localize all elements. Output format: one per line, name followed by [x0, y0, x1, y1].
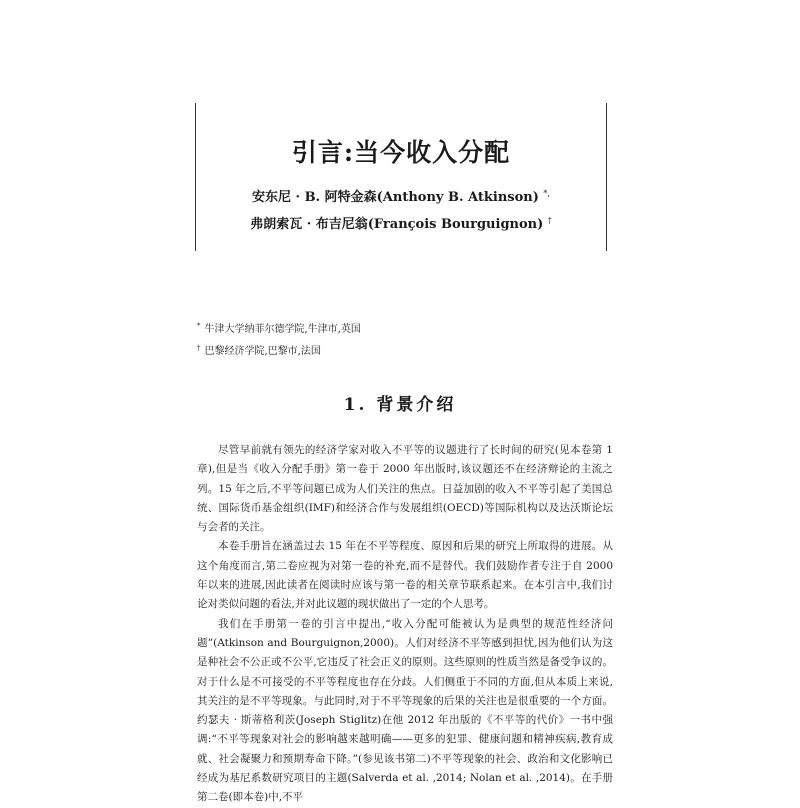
author-line	[196, 209, 606, 236]
author-name: 弗朗索瓦 · 布吉尼翁(François Bourguignon)	[250, 217, 544, 232]
affiliation-list	[197, 317, 361, 361]
paragraph: 本卷手册旨在涵盖过去 15 年在不平等程度、原因和后果的研究上所取得的进展。从这个角度而言,第二卷应视为对第一卷的补充,而不是替代。我们鼓励作者专注于自 2000 年以来的进展,因此读者在阅读时应该与第一卷的相关章节联系起来。在本引言中,我们讨论对类似问题的看法,并对此议题的现状做出了一定的个人思考。	[197, 540, 613, 611]
affiliation-item	[197, 317, 361, 339]
footnote-mark: †	[547, 216, 552, 225]
author-list	[196, 182, 606, 236]
affiliation-text: 巴黎经济学院,巴黎市,法国	[204, 346, 321, 357]
footnote-mark: †	[197, 344, 201, 352]
affiliation-text: 牛津大学纳菲尔德学院,牛津市,英国	[204, 324, 361, 335]
footnote-mark: *,	[543, 189, 550, 198]
paragraph: 尽管早前就有领先的经济学家对收入不平等的议题进行了长时间的研究(见本卷第 1 章),但是当《收入分配手册》第一卷于 2000 年出版时,该议题还不在经济辩论的主流之列。15 年之后,不平等问题已成为人们关注的焦点。日益加剧的收入不平等引起了美国总统、国际货币基金组织(IMF)和经济合作与发展组织(OECD)等国际机构以及达沃斯论坛与会者的关注。	[197, 444, 613, 534]
affiliation-item	[197, 339, 361, 361]
author-name: 安东尼 · B. 阿特金森(Anthony B. Atkinson)	[252, 190, 539, 205]
footnote-mark: *	[197, 322, 201, 330]
title-block	[195, 103, 607, 251]
section-heading: 1. 背景介绍	[343, 395, 457, 415]
author-line	[196, 182, 606, 209]
body-text	[197, 441, 613, 808]
chapter-title: 引言:当今收入分配	[291, 138, 511, 167]
paragraph: 我们在手册第一卷的引言中提出,“收入分配可能被认为是典型的规范性经济问题”(Atkinson and Bourguignon,2000)。人们对经济不平等感到担忧,因为他们认为这是种社会不公正或不公平,它违反了社会正义的原则。这些原则的性质当然是备受争议的。对于什么是不可接受的不平等程度也存在分歧。人们侧重于不同的方面,但从本质上来说,其关注的是不平等现象。与此同时,对于不平等现象的后果的关注也是很重要的一个方面。约瑟夫 · 斯蒂格利茨(Joseph Stiglitz)在他 2012 年出版的《不平等的代价》一书中强调:“不平等现象对社会的影响越来越明确——更多的犯罪、健康问题和精神疾病,教育成就、社会凝聚力和预期寿命下降。”(参见该书第二)不平等现象的社会、政治和文化影响已经成为基尼系数研究项目的主题(Salverda et al. ,2014; Nolan et al. ,2014)。在手册第二卷(即本卷)中,不平	[197, 617, 613, 804]
